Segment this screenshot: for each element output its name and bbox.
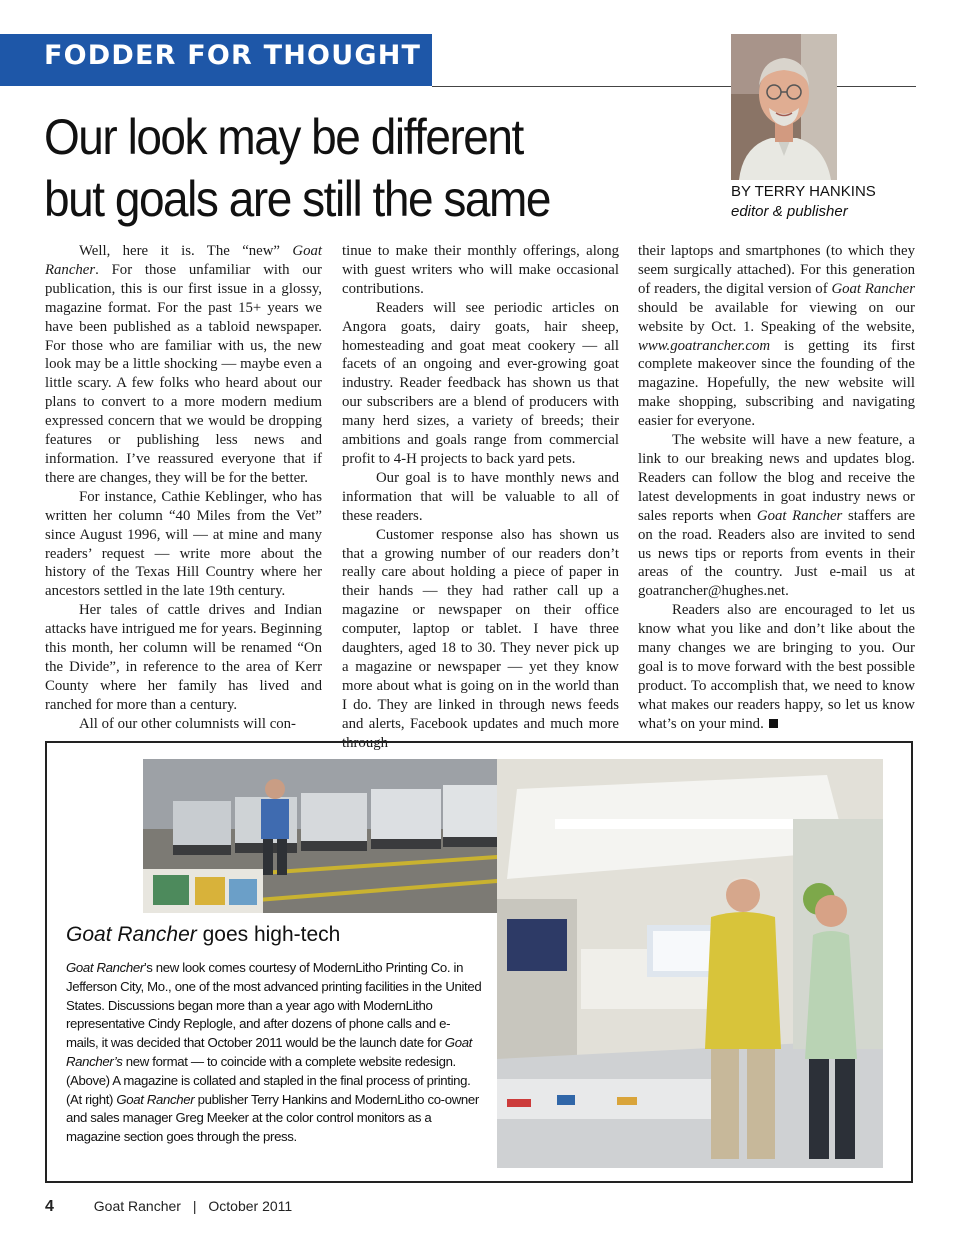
paragraph: Readers also are encouraged to let us know what you like and don’t like about the many changes we are bringing to you. Our goal is to move forward with the best possible product. To accomplish that, we need to know what makes our readers happy, so let us know what’s on your mind. (638, 602, 915, 732)
publication-name: Goat Rancher (756, 507, 843, 524)
headline (44, 106, 633, 230)
caption-title: Goat Rancher goes high-tech (66, 923, 341, 946)
paragraph: The website will have a new feature, a link to our breaking news and updates blog. Readers can follow the blog and receive the latest developments in goat industry news or sales reports when Goat Rancher staffers are on the road. Readers also are invited to send us news tips or reports from events in their areas of the country. Just e-mail us at goatrancher@hughes.net. (638, 432, 916, 600)
publication-name: Goat Rancher (831, 280, 915, 297)
footer-issue-date: October 2011 (208, 1198, 293, 1214)
section-banner (0, 34, 432, 86)
section-title: FODDER FOR THOUGHT (44, 40, 422, 71)
headline-line-1: Our look may be different (44, 109, 523, 165)
headline-line-2: but goals are still the same (44, 171, 550, 227)
publication-name: Goat Rancher (45, 243, 322, 278)
caption-text: Goat Rancher’s new look comes courtesy of ModernLitho Printing Co. in Jefferson City, Mo., one of the most advanced printing facilities in the United States. Discussions began more than a year ago with ModernLitho representative Cindy Replogle, and after dozens of phone calls and e-mails, it was decided that October 2011 would be the launch date for Goat Rancher’s new format — to coincide with a complete website redesign. (Above) A magazine is collated and stapled in the final process of printing. (At right) Goat Rancher publisher Terry Hankins and ModernLitho co-owner and sales manager Greg Meeker at the color control monitors as a magazine section goes through the press. (66, 960, 482, 1145)
paragraph: tinue to make their monthly offerings, along with guest writers who will make occasional contributions. (342, 243, 619, 297)
footer-publication: Goat Rancher (93, 1198, 181, 1214)
paragraph: their laptops and smartphones (to which they seem surgically attached). For this generation of readers, the digital version of Goat Rancher should be available for viewing on our website by Oct. 1. Speaking of the website, www.goatrancher.com is getting its first complete makeover since the founding of the magazine. Hopefully, the new website will make shopping, subscribing and navigating easier for everyone. (638, 243, 915, 430)
paragraph: Customer response also has shown us that a growing number of our readers don’t really care about holding a piece of paper in their hands — they had rather call up a magazine or newspaper on their office computer, laptop or tablet. I have three daughters, aged 18 to 30. They never pick up a magazine or newspaper — yet they know more about what is going on in the world than I do. They are linked in through news feeds and alerts, Facebook updates and much more through (342, 526, 619, 751)
website-link[interactable]: www.goatrancher.com (638, 337, 771, 354)
photo-caption-box (45, 741, 913, 1183)
page-number: 4 (45, 1198, 54, 1215)
press-control-photo (497, 759, 883, 1168)
byline (731, 182, 876, 222)
byline-title: editor & publisher (731, 203, 848, 220)
article-column-3 (638, 242, 915, 742)
paragraph: Our goal is to have monthly news and information that will be valuable to all of these readers. (342, 469, 619, 524)
end-of-story-mark (769, 719, 778, 728)
header-rule (432, 86, 916, 87)
paragraph: Well, here it is. The “new” Goat Rancher. For those unfamiliar with our publication, this is our first issue in a glossy, magazine format. For the past 15+ years we have been published as a tabloid newspaper. For those who are familiar with us, the new look may be a little shocking — maybe even a little scary. A few folks who heard about our plans to convert to a more modern medium expressed concern that we would be dropping features or publishing less news and information. I’ve reassured everyone that if there are changes, they will be for the better. (45, 243, 322, 486)
paragraph: Her tales of cattle drives and Indian attacks have intrigued me for years. Beginning this month, her column will be renamed “On the Divide”, in reference to the area of Kerr County where her family has lived and ranched for more than a century. (45, 602, 322, 713)
article-column-1 (45, 242, 322, 742)
paragraph: Readers will see periodic articles on Angora goats, dairy goats, hair sheep, homesteading and goat meat cookery — all facets of an ongoing and ever-growing goat industry. Reader feedback has shown us that our subscribers are a blend of producers with many herd sizes, a variety of breeds; their ambitions and goals range from commercial profit to 4-H projects to back yard pets. (342, 299, 619, 467)
printing-line-photo (143, 759, 497, 913)
author-portrait (731, 34, 837, 180)
footer-separator: | (192, 1198, 197, 1214)
paragraph: All of our other columnists will con- (79, 715, 296, 732)
byline-author: BY TERRY HANKINS (731, 183, 876, 200)
page-footer (45, 1198, 292, 1216)
article-column-2 (342, 242, 619, 751)
paragraph: For instance, Cathie Keblinger, who has written her column “40 Miles from the Vet” since August 1996, will — at mine and many readers’ request — write more about the history of the Texas Hill Country where her ancestors settled in the late 19th century. (45, 488, 322, 600)
